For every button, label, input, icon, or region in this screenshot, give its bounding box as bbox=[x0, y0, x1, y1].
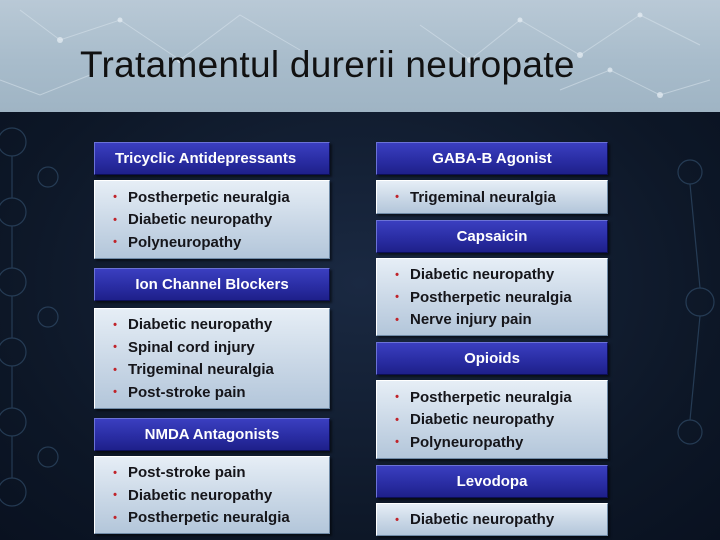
right-column bbox=[376, 142, 608, 536]
list-item bbox=[377, 386, 607, 409]
bullet-icon: • bbox=[395, 268, 399, 281]
list-item bbox=[377, 264, 607, 287]
bullet-icon: • bbox=[113, 213, 117, 226]
list-item bbox=[95, 209, 329, 232]
bullet-icon: • bbox=[395, 436, 399, 449]
heading-opioids: Opioids bbox=[376, 342, 608, 375]
bullet-icon: • bbox=[113, 363, 117, 376]
item-label: Diabetic neuropathy bbox=[128, 316, 273, 334]
item-label: Nerve injury pain bbox=[410, 311, 532, 329]
item-label: Polyneuropathy bbox=[128, 233, 242, 251]
item-label: Postherpetic neuralgia bbox=[410, 288, 572, 306]
heading-tricyclic-antidepressants: Tricyclic Antidepressants bbox=[94, 142, 330, 175]
list-nmda-antagonists bbox=[94, 456, 330, 535]
bullet-icon: • bbox=[395, 291, 399, 304]
list-tricyclic-antidepressants bbox=[94, 180, 330, 259]
list-item bbox=[377, 509, 607, 532]
item-label: Diabetic neuropathy bbox=[410, 411, 555, 429]
list-item bbox=[95, 507, 329, 530]
list-item bbox=[377, 309, 607, 332]
list-gaba-b-agonist bbox=[376, 180, 608, 214]
bullet-icon: • bbox=[113, 341, 117, 354]
bullet-icon: • bbox=[395, 191, 399, 204]
list-opioids bbox=[376, 380, 608, 459]
list-item bbox=[95, 381, 329, 404]
bullet-icon: • bbox=[113, 511, 117, 524]
item-label: Diabetic neuropathy bbox=[128, 211, 273, 229]
item-label: Trigeminal neuralgia bbox=[128, 361, 274, 379]
item-label: Trigeminal neuralgia bbox=[410, 188, 556, 206]
bullet-icon: • bbox=[395, 391, 399, 404]
slide-title: Tratamentul durerii neuropate bbox=[80, 44, 575, 85]
item-label: Postherpetic neuralgia bbox=[410, 388, 572, 406]
list-item bbox=[95, 484, 329, 507]
list-item bbox=[377, 431, 607, 454]
item-label: Postherpetic neuralgia bbox=[128, 509, 290, 527]
item-label: Post-stroke pain bbox=[128, 464, 246, 482]
item-label: Post-stroke pain bbox=[128, 383, 246, 401]
list-item bbox=[95, 336, 329, 359]
heading-nmda-antagonists: NMDA Antagonists bbox=[94, 418, 330, 451]
bullet-icon: • bbox=[395, 513, 399, 526]
item-label: Spinal cord injury bbox=[128, 338, 255, 356]
list-item bbox=[95, 231, 329, 254]
content-area bbox=[0, 112, 720, 540]
item-label: Diabetic neuropathy bbox=[128, 486, 273, 504]
item-label: Diabetic neuropathy bbox=[410, 266, 555, 284]
item-label: Postherpetic neuralgia bbox=[128, 188, 290, 206]
bullet-icon: • bbox=[113, 489, 117, 502]
item-label: Diabetic neuropathy bbox=[410, 511, 555, 529]
heading-levodopa: Levodopa bbox=[376, 465, 608, 498]
list-levodopa bbox=[376, 503, 608, 537]
slide-header bbox=[0, 0, 720, 112]
list-item bbox=[95, 314, 329, 337]
list-capsaicin bbox=[376, 258, 608, 337]
heading-ion-channel-blockers: Ion Channel Blockers bbox=[94, 268, 330, 301]
list-item bbox=[95, 462, 329, 485]
bullet-icon: • bbox=[113, 318, 117, 331]
heading-gaba-b-agonist: GABA-B Agonist bbox=[376, 142, 608, 175]
bullet-icon: • bbox=[113, 386, 117, 399]
list-item bbox=[95, 186, 329, 209]
list-item bbox=[95, 359, 329, 382]
bullet-icon: • bbox=[113, 236, 117, 249]
list-item bbox=[377, 186, 607, 209]
bullet-icon: • bbox=[113, 466, 117, 479]
bullet-icon: • bbox=[395, 313, 399, 326]
list-ion-channel-blockers bbox=[94, 308, 330, 409]
left-column bbox=[94, 142, 330, 534]
list-item bbox=[377, 286, 607, 309]
bullet-icon: • bbox=[395, 413, 399, 426]
list-item bbox=[377, 409, 607, 432]
item-label: Polyneuropathy bbox=[410, 433, 524, 451]
heading-capsaicin: Capsaicin bbox=[376, 220, 608, 253]
bullet-icon: • bbox=[113, 191, 117, 204]
